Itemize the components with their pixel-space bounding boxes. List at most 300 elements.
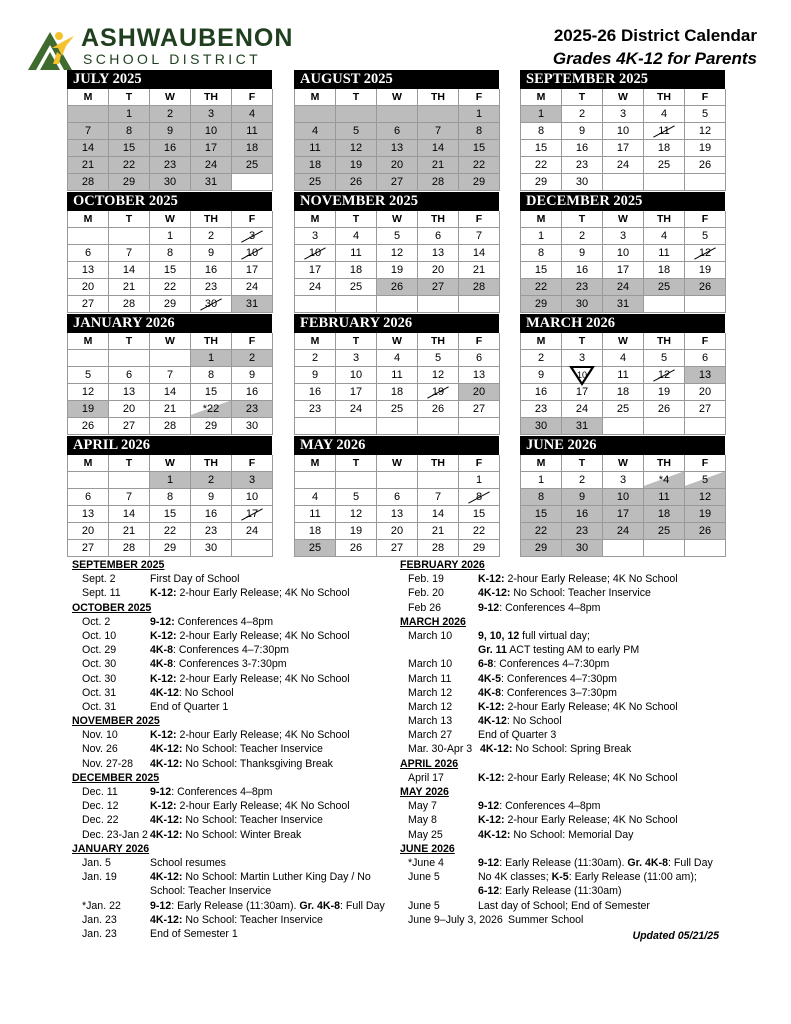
event-row <box>72 672 392 686</box>
month-grid <box>520 455 725 557</box>
event-grade-label: 4K-8 <box>150 644 173 657</box>
event-description <box>478 799 601 813</box>
district-name: ASHWAUBENON <box>81 24 294 52</box>
event-date: Oct. 2 <box>82 615 111 628</box>
event-description <box>150 828 301 842</box>
calendar-day: 15 <box>150 506 191 523</box>
event-description <box>150 615 273 629</box>
event-date: Jan. 19 <box>82 871 117 884</box>
event-description <box>478 728 556 742</box>
calendar-day: 2 <box>150 106 191 123</box>
event-description <box>150 913 323 927</box>
weekday-header: W <box>150 211 191 228</box>
calendar-day: 19 <box>685 140 726 157</box>
calendar-day: 6 <box>377 123 418 140</box>
calendar-day: 31 <box>232 296 273 313</box>
event-description <box>478 643 639 657</box>
calendar-day: 19 <box>68 401 109 418</box>
event-description <box>478 657 609 671</box>
month-grid <box>67 455 272 557</box>
calendar-day: 3 <box>603 472 644 489</box>
event-row <box>72 828 392 842</box>
event-text: : Conferences 4–7:30pm <box>493 658 610 671</box>
calendar-day <box>109 472 150 489</box>
calendar-day <box>68 350 109 367</box>
event-text: : No School <box>178 686 234 699</box>
calendar-day: 1 <box>191 350 232 367</box>
calendar-day: 1 <box>459 106 500 123</box>
calendar-day: 20 <box>109 401 150 418</box>
month-title: MAY 2026 <box>294 436 499 455</box>
event-date: Nov. 10 <box>82 729 118 742</box>
event-date: March 12 <box>408 686 453 699</box>
calendar-day: 25 <box>336 279 377 296</box>
calendar-day <box>377 106 418 123</box>
calendar-day: 24 <box>603 279 644 296</box>
calendar-day: 12 <box>336 140 377 157</box>
calendar-day: 24 <box>562 401 603 418</box>
calendar-day: 23 <box>191 279 232 296</box>
calendar-day: 6 <box>685 350 726 367</box>
event-month-heading: SEPTEMBER 2025 <box>72 559 165 571</box>
event-row <box>400 913 760 927</box>
calendar-day: 5 <box>377 228 418 245</box>
event-month-heading: JUNE 2026 <box>400 842 455 855</box>
calendar-day <box>603 540 644 557</box>
calendar-day <box>562 367 603 384</box>
event-grade-label: 9-12 <box>150 786 172 798</box>
event-date: March 11 <box>408 672 452 685</box>
event-date: March 10 <box>408 629 453 642</box>
calendar-day: 7 <box>459 228 500 245</box>
event-date: Jan. 5 <box>82 856 111 869</box>
month-title: AUGUST 2025 <box>294 70 499 89</box>
event-row <box>72 572 392 586</box>
calendar-day: 12 <box>685 123 726 140</box>
calendar-day: 15 <box>521 506 562 523</box>
event-row <box>400 586 760 600</box>
event-date: Oct. 30 <box>82 658 117 671</box>
event-row <box>400 728 760 742</box>
month-june-2026 <box>520 436 725 557</box>
calendar-day: 10 <box>232 245 273 262</box>
month-may-2026 <box>294 436 499 557</box>
event-row <box>400 742 760 756</box>
event-grade-label: 4K-12: <box>478 587 511 600</box>
calendar-day: 13 <box>418 245 459 262</box>
weekday-header: M <box>68 211 109 228</box>
event-description <box>478 686 617 700</box>
event-text: : Early Release (11:30am) <box>499 885 622 898</box>
calendar-day: 25 <box>644 279 685 296</box>
event-row <box>72 856 392 870</box>
calendar-day: 9 <box>191 245 232 262</box>
calendar-day <box>232 174 273 191</box>
event-grade-label: 9-12 <box>478 601 500 614</box>
calendar-day: 25 <box>295 174 336 191</box>
calendar-day: 30 <box>521 418 562 435</box>
event-grade-label: K-12: <box>150 587 177 600</box>
event-description <box>150 899 385 913</box>
event-description <box>150 927 238 941</box>
calendar-day: 14 <box>418 506 459 523</box>
calendar-day: 6 <box>109 367 150 384</box>
event-date: April 17 <box>408 771 444 784</box>
updated-date: Updated 05/21/25 <box>632 930 719 942</box>
calendar-day: 28 <box>109 540 150 557</box>
event-description <box>478 700 678 714</box>
calendar-day: 13 <box>459 367 500 384</box>
calendar-day: 11 <box>295 140 336 157</box>
calendar-day: 22 <box>521 157 562 174</box>
event-text: No School: Memorial Day <box>510 828 634 841</box>
event-description <box>478 856 713 870</box>
calendar-day: *22 <box>191 401 232 418</box>
month-title: DECEMBER 2025 <box>520 192 725 211</box>
weekday-header: F <box>685 333 726 350</box>
calendar-day: 18 <box>295 157 336 174</box>
weekday-header: W <box>603 89 644 106</box>
event-month-heading: JANUARY 2026 <box>72 842 150 855</box>
weekday-header: TH <box>644 89 685 106</box>
event-text: 2-hour Early Release; 4K No School <box>504 573 678 586</box>
calendar-day: 31 <box>603 296 644 313</box>
event-month-heading: NOVEMBER 2025 <box>72 715 160 728</box>
calendar-day: 30 <box>232 418 273 435</box>
calendar-day: 8 <box>109 123 150 140</box>
event-row <box>400 899 760 913</box>
calendar-day: 7 <box>109 489 150 506</box>
calendar-day <box>232 540 273 557</box>
calendar-day: 31 <box>191 174 232 191</box>
calendar-day: 28 <box>150 418 191 435</box>
event-description <box>150 742 323 756</box>
month-grid <box>67 333 272 435</box>
calendar-day: 26 <box>68 418 109 435</box>
calendar-day: 14 <box>459 245 500 262</box>
calendar-day: 28 <box>418 174 459 191</box>
calendar-day: 25 <box>377 401 418 418</box>
event-date: Oct. 31 <box>82 686 117 699</box>
calendar-day: 13 <box>685 367 726 384</box>
calendar-day: 23 <box>562 279 603 296</box>
calendar-day: 11 <box>295 506 336 523</box>
calendar-day: 15 <box>459 506 500 523</box>
calendar-day: 29 <box>521 296 562 313</box>
calendar-day: 19 <box>336 523 377 540</box>
calendar-day: 2 <box>295 350 336 367</box>
calendar-day: 8 <box>459 123 500 140</box>
weekday-header: W <box>150 89 191 106</box>
calendar-day: 28 <box>459 279 500 296</box>
calendar-day: 18 <box>644 262 685 279</box>
calendar-day: 8 <box>191 367 232 384</box>
weekday-header: W <box>150 455 191 472</box>
event-grade-label: 6-12 <box>478 885 500 898</box>
calendar-day: 14 <box>150 384 191 401</box>
event-month-heading: FEBRUARY 2026 <box>400 559 485 571</box>
weekday-header: T <box>109 211 150 228</box>
weekday-header: M <box>295 455 336 472</box>
calendar-day: 3 <box>232 472 273 489</box>
calendar-day: 18 <box>603 384 644 401</box>
weekday-header: T <box>109 333 150 350</box>
event-text: : No School <box>506 715 562 728</box>
calendar-day: 20 <box>685 384 726 401</box>
calendar-day: 19 <box>336 157 377 174</box>
event-grade-label: 9-12 <box>150 899 172 912</box>
event-row <box>400 714 760 728</box>
calendar-day: 14 <box>109 262 150 279</box>
calendar-day: 21 <box>109 523 150 540</box>
calendar-day: 15 <box>521 140 562 157</box>
event-description <box>150 813 323 827</box>
calendar-day: 24 <box>232 523 273 540</box>
calendar-day: 20 <box>418 262 459 279</box>
event-text: Summer School <box>508 913 584 926</box>
event-date: *June 4 <box>408 856 444 869</box>
calendar-day: 11 <box>336 245 377 262</box>
event-grade-label: 4K-12: <box>480 743 513 756</box>
event-grade-label: 4K-12: <box>150 814 183 827</box>
event-text: : Conferences 3–7:30pm <box>500 686 617 699</box>
month-july-2025 <box>67 70 272 191</box>
event-description <box>478 828 633 842</box>
calendar-day: 20 <box>377 523 418 540</box>
event-date: Feb. 20 <box>408 587 444 600</box>
month-grid <box>294 89 499 191</box>
month-title: OCTOBER 2025 <box>67 192 272 211</box>
calendar-day: 24 <box>603 157 644 174</box>
event-date: Oct. 31 <box>82 700 117 713</box>
calendar-day: 22 <box>459 157 500 174</box>
calendar-day: 14 <box>109 506 150 523</box>
calendar-day: 9 <box>562 489 603 506</box>
calendar-day <box>336 418 377 435</box>
event-text: 2-hour Early Release; 4K No School <box>176 587 350 600</box>
event-description <box>150 799 350 813</box>
month-grid <box>294 211 499 313</box>
calendar-day: 6 <box>459 350 500 367</box>
calendar-day: 23 <box>562 523 603 540</box>
calendar-day: 21 <box>459 262 500 279</box>
calendar-day: 19 <box>685 262 726 279</box>
calendar-day: 12 <box>377 245 418 262</box>
event-text: 2-hour Early Release; 4K No School <box>504 814 678 827</box>
event-grade-label: K-12: <box>478 573 505 586</box>
event-row <box>400 672 760 686</box>
event-grade-label: Gr. 4K-8 <box>627 856 669 869</box>
calendar-day: 29 <box>459 540 500 557</box>
weekday-header: M <box>295 211 336 228</box>
calendar-day: 4 <box>295 489 336 506</box>
calendar-day: 6 <box>377 489 418 506</box>
calendar-day: 18 <box>644 140 685 157</box>
event-description <box>150 686 234 700</box>
event-row <box>400 629 760 643</box>
event-text: 2-hour Early Release; 4K No School <box>176 629 350 642</box>
calendar-day: 9 <box>295 367 336 384</box>
calendar-day: 30 <box>191 540 232 557</box>
event-row <box>72 757 392 771</box>
calendar-day: 21 <box>109 279 150 296</box>
calendar-day: 1 <box>109 106 150 123</box>
calendar-day: 10 <box>336 367 377 384</box>
event-text: No School: Thanksgiving Break <box>182 757 333 770</box>
event-description <box>478 771 678 785</box>
page-title: 2025-26 District Calendar <box>553 26 757 45</box>
calendar-day: 9 <box>232 367 273 384</box>
calendar-day: 17 <box>295 262 336 279</box>
calendar-day: 26 <box>336 540 377 557</box>
calendar-day: 21 <box>150 401 191 418</box>
calendar-day: 1 <box>459 472 500 489</box>
event-row <box>400 572 760 586</box>
event-date: May 7 <box>408 800 437 813</box>
calendar-day: 22 <box>521 279 562 296</box>
calendar-day: 5 <box>336 489 377 506</box>
logo-mark-icon <box>26 28 84 72</box>
event-grade-label: 9-12: <box>150 615 175 628</box>
calendar-day: 24 <box>191 157 232 174</box>
weekday-header: W <box>603 455 644 472</box>
calendar-day <box>336 106 377 123</box>
calendar-day: 11 <box>377 367 418 384</box>
calendar-day: 18 <box>377 384 418 401</box>
event-grade-label: 4K-12: <box>150 913 183 926</box>
calendar-day: 16 <box>191 262 232 279</box>
event-text: ACT testing AM to early PM <box>506 644 640 657</box>
weekday-header: F <box>459 211 500 228</box>
calendar-day: 7 <box>109 245 150 262</box>
page-subtitle: Grades 4K-12 for Parents <box>552 49 757 68</box>
calendar-day: 24 <box>232 279 273 296</box>
calendar-day <box>109 228 150 245</box>
weekday-header: TH <box>418 333 459 350</box>
calendar-day: 25 <box>603 401 644 418</box>
event-description <box>478 813 678 827</box>
weekday-header: F <box>685 211 726 228</box>
weekday-header: F <box>232 333 273 350</box>
event-row <box>72 586 392 600</box>
calendar-day: 11 <box>644 123 685 140</box>
weekday-header: W <box>150 333 191 350</box>
weekday-header: T <box>562 333 603 350</box>
event-date: May 25 <box>408 828 443 841</box>
event-description <box>478 601 601 615</box>
event-grade-label: K-12: <box>478 771 505 784</box>
month-title: SEPTEMBER 2025 <box>520 70 725 89</box>
event-date: Nov. 27-28 <box>82 757 134 770</box>
calendar-day: 17 <box>336 384 377 401</box>
weekday-header: M <box>521 89 562 106</box>
event-date: Dec. 11 <box>82 786 118 798</box>
calendar-day: 8 <box>521 245 562 262</box>
weekday-header: T <box>562 89 603 106</box>
calendar-day: 27 <box>377 540 418 557</box>
weekday-header: F <box>232 455 273 472</box>
event-date: Dec. 22 <box>82 814 119 827</box>
calendar-day: 19 <box>377 262 418 279</box>
day-number: 10 <box>576 370 587 380</box>
calendar-day: 13 <box>68 262 109 279</box>
event-row <box>72 742 392 756</box>
calendar-day: 6 <box>68 489 109 506</box>
event-grade-label: 4K-8 <box>478 686 501 699</box>
event-grade-label: 9, 10, 12 <box>478 629 520 642</box>
event-month-heading: MARCH 2026 <box>400 615 466 628</box>
calendar-day: 16 <box>562 140 603 157</box>
weekday-header: F <box>459 455 500 472</box>
calendar-day: 16 <box>562 506 603 523</box>
calendar-day: 12 <box>336 506 377 523</box>
calendar-day <box>418 418 459 435</box>
event-row <box>72 913 392 927</box>
event-text: : Full Day <box>340 899 385 912</box>
event-description <box>478 714 562 728</box>
calendar-day <box>418 472 459 489</box>
calendar-day: 17 <box>562 384 603 401</box>
calendar-day <box>295 472 336 489</box>
calendar-day <box>336 296 377 313</box>
calendar-day <box>685 296 726 313</box>
calendar-day: 8 <box>459 489 500 506</box>
calendar-day <box>418 296 459 313</box>
calendar-day: 15 <box>191 384 232 401</box>
weekday-header: F <box>232 211 273 228</box>
calendar-day: 17 <box>232 506 273 523</box>
calendar-day: 28 <box>68 174 109 191</box>
month-title: JANUARY 2026 <box>67 314 272 333</box>
calendar-day: 16 <box>150 140 191 157</box>
calendar-day: 1 <box>521 106 562 123</box>
month-november-2025 <box>294 192 499 313</box>
calendar-day: 12 <box>418 367 459 384</box>
weekday-header: T <box>109 455 150 472</box>
calendar-day <box>68 106 109 123</box>
calendar-day: 3 <box>603 106 644 123</box>
month-october-2025 <box>67 192 272 313</box>
calendar-day: 18 <box>295 523 336 540</box>
calendar-day: 22 <box>521 523 562 540</box>
calendar-day: 17 <box>603 262 644 279</box>
calendar-day: 1 <box>150 472 191 489</box>
event-row <box>400 813 760 827</box>
calendar-day: 8 <box>521 489 562 506</box>
event-grade-label: 4K-12: <box>478 828 511 841</box>
event-text: No School: Spring Break <box>512 743 632 756</box>
calendar-day: 26 <box>377 279 418 296</box>
event-grade-label: 4K-12: <box>150 828 183 841</box>
month-grid <box>67 89 272 191</box>
weekday-header: F <box>459 333 500 350</box>
event-text: First Day of School <box>150 573 240 586</box>
month-february-2026 <box>294 314 499 435</box>
event-row <box>72 870 392 898</box>
event-date: June 5 <box>408 871 440 884</box>
calendar-day <box>336 472 377 489</box>
calendar-day: 4 <box>644 228 685 245</box>
calendar-day: 15 <box>459 140 500 157</box>
calendar-day: 3 <box>603 228 644 245</box>
event-row <box>400 856 760 870</box>
calendar-day: 30 <box>562 174 603 191</box>
event-text: End of Quarter 3 <box>478 729 557 742</box>
event-row <box>400 884 760 898</box>
calendar-day: 7 <box>150 367 191 384</box>
month-december-2025 <box>520 192 725 313</box>
calendar-day <box>377 418 418 435</box>
